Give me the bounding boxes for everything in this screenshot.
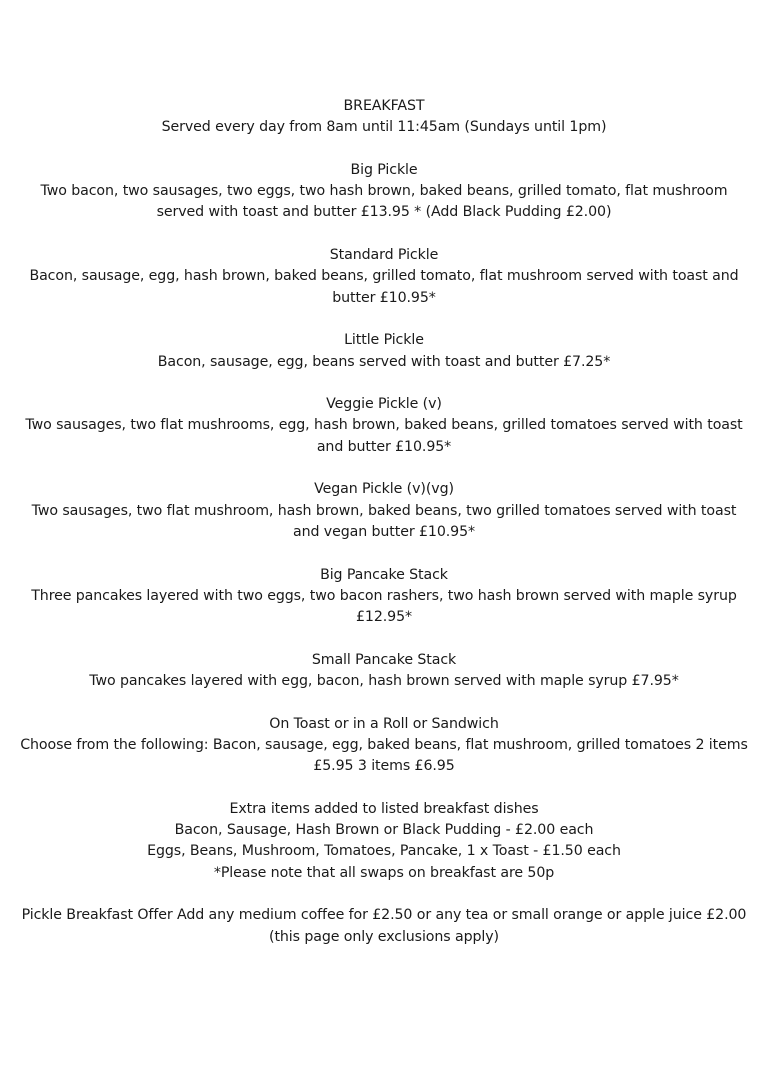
- extras-line: Eggs, Beans, Mushroom, Tomatoes, Pancake, 1 x Toast - £1.50 each: [147, 843, 621, 860]
- extras-section: [0, 799, 768, 884]
- item-name: Veggie Pickle (v): [326, 396, 442, 413]
- menu-title: BREAKFAST: [343, 98, 425, 114]
- item-description: Two sausages, two flat mushroom, hash brown, baked beans, two grilled tomatoes served with toast: [31, 502, 737, 519]
- offer-section: [0, 905, 768, 948]
- item-description: served with toast and butter £13.95 * (Add Black Pudding £2.00): [156, 204, 612, 221]
- item-name: Big Pancake Stack: [320, 566, 448, 583]
- item-name: Little Pickle: [344, 332, 424, 349]
- menu-item-little-pickle: [0, 330, 768, 373]
- item-name: Small Pancake Stack: [311, 651, 457, 668]
- item-name: Big Pickle: [350, 161, 418, 178]
- item-description: and butter £10.95*: [316, 438, 452, 455]
- item-description: Choose from the following: Bacon, sausage, egg, baked beans, flat mushroom, grilled tomatoes 2 items: [20, 736, 748, 753]
- item-description: Two pancakes layered with egg, bacon, hash brown served with maple syrup £7.95*: [89, 673, 679, 690]
- menu-page: [0, 96, 768, 969]
- item-description: and vegan butter £10.95*: [292, 523, 476, 540]
- menu-item-standard-pickle: [0, 245, 768, 309]
- extras-line: Bacon, Sausage, Hash Brown or Black Pudding - £2.00 each: [174, 822, 594, 839]
- item-name: Vegan Pickle (v)(vg): [314, 481, 454, 498]
- menu-item-small-pancake-stack: [0, 650, 768, 693]
- menu-item-big-pancake-stack: [0, 565, 768, 629]
- item-description: Two sausages, two flat mushrooms, egg, hash brown, baked beans, grilled tomatoes served with toast: [25, 417, 743, 434]
- extras-note: *Please note that all swaps on breakfast are 50p: [213, 864, 555, 881]
- offer-line: Pickle Breakfast Offer Add any medium coffee for £2.50 or any tea or small orange or apple juice £2.00: [21, 907, 747, 924]
- item-description: Bacon, sausage, egg, hash brown, baked beans, grilled tomato, flat mushroom served with toast and: [29, 268, 739, 285]
- menu-item-big-pickle: [0, 160, 768, 224]
- extras-heading: Extra items added to listed breakfast dishes: [229, 800, 539, 817]
- item-description: £12.95*: [355, 609, 413, 626]
- item-description: £5.95 3 items £6.95: [313, 758, 455, 775]
- menu-item-veggie-pickle: [0, 394, 768, 458]
- menu-header: [0, 96, 768, 139]
- item-name: On Toast or in a Roll or Sandwich: [269, 715, 499, 732]
- item-description: Bacon, sausage, egg, beans served with toast and butter £7.25*: [157, 353, 611, 370]
- item-description: Three pancakes layered with two eggs, two bacon rashers, two hash brown served with maple syrup: [31, 587, 737, 604]
- menu-item-on-toast: [0, 714, 768, 778]
- item-name: Standard Pickle: [329, 247, 439, 264]
- offer-note: (this page only exclusions apply): [269, 928, 499, 945]
- item-description: Two bacon, two sausages, two eggs, two hash brown, baked beans, grilled tomato, flat mushroom: [40, 183, 728, 200]
- menu-subtitle: Served every day from 8am until 11:45am (Sundays until 1pm): [161, 119, 607, 136]
- item-description: butter £10.95*: [332, 289, 436, 306]
- menu-item-vegan-pickle: [0, 479, 768, 543]
